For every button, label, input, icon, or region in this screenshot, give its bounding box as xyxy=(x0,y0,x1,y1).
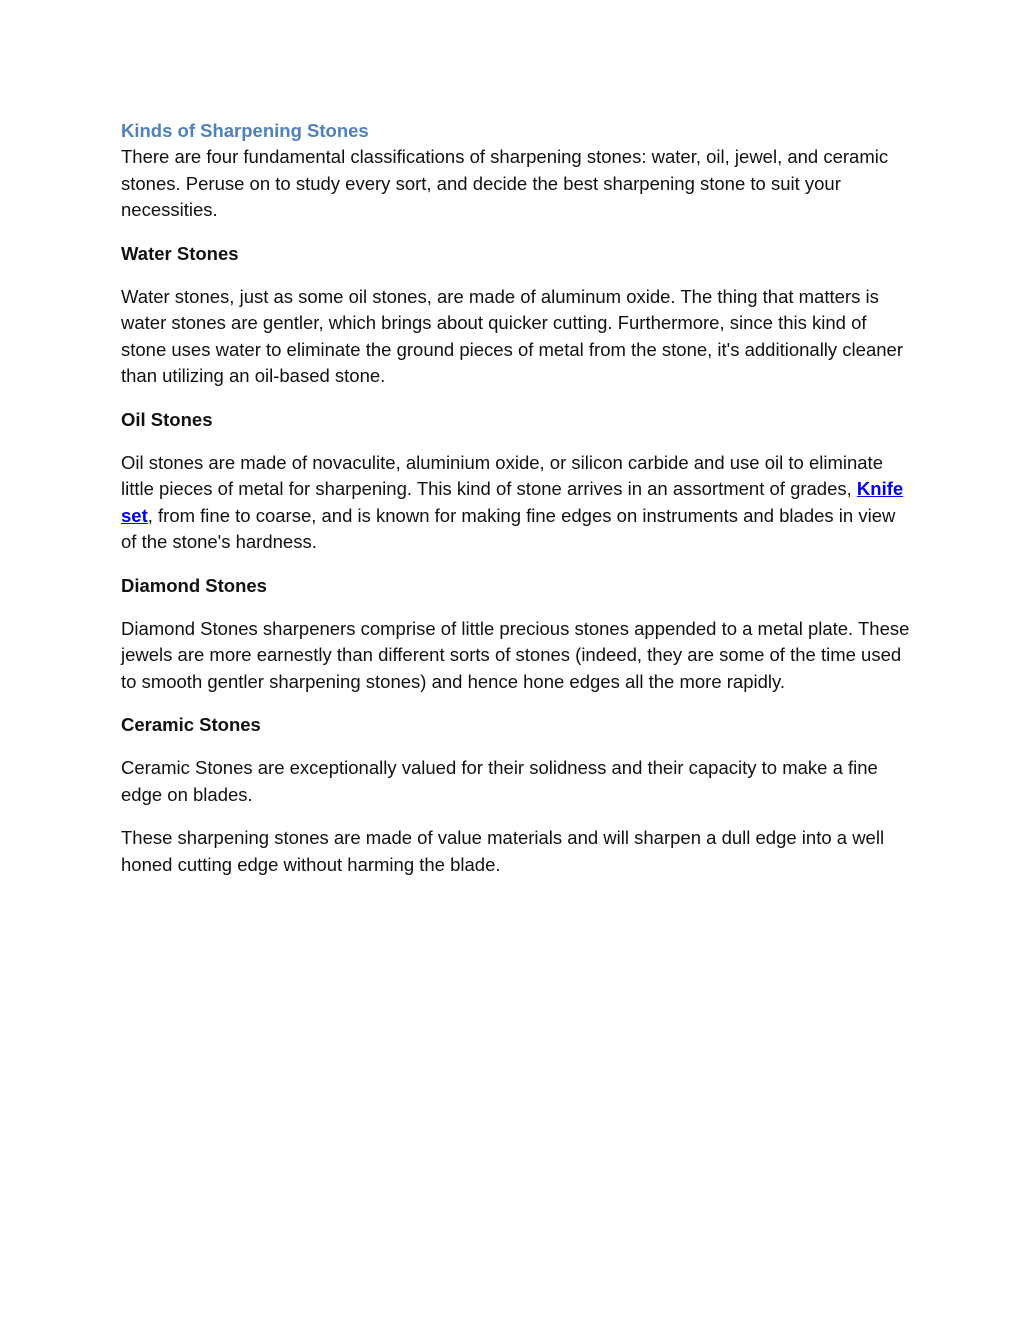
knife-set-link[interactable]: Knife set xyxy=(121,478,904,526)
diamond-stones-heading: Diamond Stones xyxy=(121,574,267,596)
water-stones-paragraph: Water stones, just as some oil stones, are made of aluminum oxide. The thing that matters is water stones are gentler, which brings about quicker cutting. Furthermore, since this kind of stone uses water to eliminate the ground pieces of metal from the stone, it's additionally cleaner than utilizing an oil-based stone. xyxy=(121,285,903,386)
diamond-stones-paragraph: Diamond Stones sharpeners comprise of little precious stones appended to a metal plate. These jewels are more earnestly than different sorts of stones (indeed, they are some of the time used to smooth gentler sharpening stones) and hence hone edges all the more rapidly. xyxy=(121,617,910,692)
closing-paragraph: These sharpening stones are made of value materials and will sharpen a dull edge into a well honed cutting edge without harming the blade. xyxy=(121,827,885,875)
oil-stones-text-before-link: Oil stones are made of novaculite, aluminium oxide, or silicon carbide and use oil to eliminate little pieces of metal for sharpening. This kind of stone arrives in an assortment of grades, xyxy=(121,451,883,499)
document-title: Kinds of Sharpening Stones xyxy=(121,120,369,141)
intro-paragraph: There are four fundamental classifications of sharpening stones: water, oil, jewel, and ceramic stones. Peruse on to study every sort, and decide the best sharpening stone to suit your necessities. xyxy=(121,146,889,220)
ceramic-stones-paragraph: Ceramic Stones are exceptionally valued for their solidness and their capacity to make a fine edge on blades. xyxy=(121,757,878,805)
oil-stones-paragraph xyxy=(121,450,911,556)
document-page xyxy=(121,118,911,895)
oil-stones-heading: Oil Stones xyxy=(121,408,213,430)
water-stones-heading: Water Stones xyxy=(121,242,239,264)
ceramic-stones-heading: Ceramic Stones xyxy=(121,714,261,735)
oil-stones-text-after-link: , from fine to coarse, and is known for making fine edges on instruments and blades in view of the stone's hardness. xyxy=(121,504,896,552)
